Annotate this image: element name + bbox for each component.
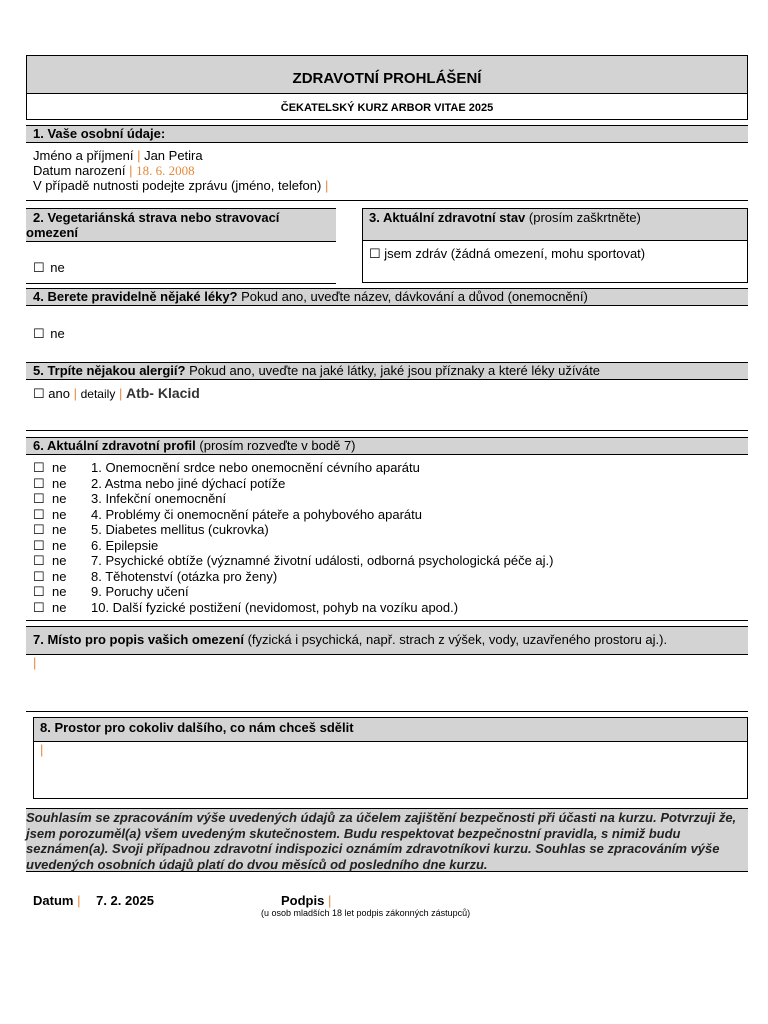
health-profile-label: 4. Problémy či onemocnění páteře a pohybového aparátu: [91, 506, 422, 522]
section-3-checkbox[interactable]: ☐: [369, 246, 381, 261]
health-profile-label: 7. Psychické obtíže (významné životní události, odborná psychologická péče aj.): [91, 553, 554, 568]
emergency-row: [33, 178, 328, 193]
section-4-checkbox[interactable]: ☐: [33, 326, 45, 341]
page-subtitle: ČEKATELSKÝ KURZ ARBOR VITAE 2025: [280, 102, 494, 114]
consent-box: [26, 808, 748, 872]
section-4-heading: 4. Berete pravidelně nějaké léky?: [33, 289, 238, 304]
subtitle-box: [26, 93, 748, 120]
emergency-field[interactable]: |: [324, 178, 329, 193]
health-profile-row: [33, 476, 733, 492]
section-8-box: [33, 717, 748, 799]
section-5-answer: [33, 385, 200, 402]
health-profile-list: [33, 460, 733, 615]
section-3-value: jsem zdráv (žádná omezení, mohu sportovat): [384, 246, 646, 261]
section-7-text-area[interactable]: |: [33, 655, 37, 670]
health-profile-answer: ne: [52, 553, 67, 568]
health-profile-answer: ne: [52, 475, 67, 491]
health-profile-answer: ne: [52, 460, 67, 475]
health-profile-row: [33, 538, 733, 554]
section-5-details-field[interactable]: Atb- Klacid: [125, 385, 200, 401]
health-profile-answer: ne: [52, 584, 67, 599]
health-profile-checkbox[interactable]: ☐: [33, 568, 45, 584]
section-8-header: [34, 718, 747, 742]
health-profile-row: [33, 460, 733, 476]
section-6-bottom-line: [26, 620, 748, 621]
section-8-text-area[interactable]: |: [40, 742, 44, 757]
section-5-bottom-line: [26, 430, 748, 431]
section-3-heading-note: (prosím zaškrtněte): [528, 210, 641, 225]
section-3-header: [363, 209, 747, 241]
section-5-checkbox[interactable]: ☐: [33, 386, 45, 401]
health-profile-label: 9. Poruchy učení: [91, 584, 189, 599]
health-profile-label: 2. Astma nebo jiné dýchací potíže: [91, 475, 286, 491]
name-separator: |: [137, 148, 141, 163]
health-profile-checkbox[interactable]: ☐: [33, 599, 45, 615]
health-profile-checkbox[interactable]: ☐: [33, 584, 45, 599]
health-profile-checkbox[interactable]: ☐: [33, 460, 45, 475]
birth-field[interactable]: 18. 6. 2008: [136, 163, 195, 178]
health-profile-label: 1. Onemocnění srdce nebo onemocnění cévního aparátu: [91, 460, 420, 475]
section-6-title: [33, 438, 356, 453]
section-2-header: [26, 208, 336, 242]
health-profile-label: 6. Epilepsie: [91, 537, 159, 553]
health-profile-answer: ne: [52, 599, 67, 615]
section-8-heading: 8. Prostor pro cokoliv dalšího, co nám chceš sdělit: [40, 720, 354, 735]
health-profile-label: 3. Infekční onemocnění: [91, 491, 227, 506]
section-2-heading: 2. Vegetariánská strava nebo stravovací omezení: [26, 210, 280, 240]
section-1-divider: [26, 200, 748, 201]
section-5-separator-2: |: [118, 386, 123, 401]
health-profile-checkbox[interactable]: ☐: [33, 537, 45, 553]
section-4-header: [26, 288, 748, 306]
section-3-box: [362, 208, 748, 283]
date-field[interactable]: 7. 2. 2025: [96, 893, 154, 908]
section-5-title: [33, 363, 600, 378]
health-profile-row: [33, 569, 733, 585]
emergency-label: V případě nutnosti podejte zprávu (jméno, telefon): [33, 178, 322, 193]
section-6-header: [26, 437, 748, 455]
page-title: ZDRAVOTNÍ PROHLÁŠENÍ: [292, 70, 482, 87]
health-profile-answer: ne: [52, 537, 67, 553]
name-field[interactable]: Jan Petira: [144, 148, 203, 163]
health-profile-label: 8. Těhotenství (otázka pro ženy): [91, 568, 278, 584]
birth-row: [33, 163, 195, 179]
section-6-heading-note: (prosím rozveďte v bodě 7): [199, 438, 356, 453]
section-5-details-label: detaily: [80, 387, 116, 401]
health-profile-checkbox[interactable]: ☐: [33, 506, 45, 522]
section-7-heading-note: (fyzická i psychická, např. strach z výšek, vody, uzavřeného prostoru aj.).: [247, 632, 668, 647]
health-profile-checkbox[interactable]: ☐: [33, 553, 45, 568]
section-7-header: [26, 626, 748, 655]
health-profile-checkbox[interactable]: ☐: [33, 491, 45, 506]
health-profile-row: [33, 507, 733, 523]
health-profile-row: [33, 600, 733, 616]
section-5-heading: 5. Trpíte nějakou alergií?: [33, 363, 186, 378]
section-5-value: ano: [48, 386, 70, 401]
signature-label: Podpis: [281, 893, 325, 908]
section-2-checkbox[interactable]: ☐: [33, 260, 45, 275]
health-profile-row: [33, 553, 733, 569]
section-5-separator-1: |: [73, 386, 77, 401]
section-2-answer[interactable]: [33, 260, 65, 276]
section-2-value: ne: [50, 260, 65, 275]
section-3-answer[interactable]: [369, 246, 645, 262]
health-profile-row: [33, 522, 733, 538]
section-4-answer[interactable]: [33, 326, 65, 342]
birth-label: Datum narození: [33, 163, 126, 178]
health-profile-row: [33, 584, 733, 600]
health-profile-checkbox[interactable]: ☐: [33, 475, 45, 491]
section-7-bottom-line: [26, 711, 748, 712]
health-profile-label: 10. Další fyzické postižení (nevidomost, pohyb na vozíku apod.): [91, 599, 459, 615]
section-5-heading-note: Pokud ano, uveďte na jaké látky, jaké jsou příznaky a které léky užíváte: [189, 363, 601, 378]
health-profile-answer: ne: [52, 522, 67, 537]
health-profile-answer: ne: [52, 568, 67, 584]
date-label: Datum: [33, 893, 74, 908]
section-5-header: [26, 362, 748, 380]
section-3-heading: 3. Aktuální zdravotní stav: [369, 210, 526, 225]
health-profile-checkbox[interactable]: ☐: [33, 522, 45, 537]
health-profile-answer: ne: [52, 491, 67, 506]
section-6-heading: 6. Aktuální zdravotní profil: [33, 438, 196, 453]
signature-field[interactable]: |: [327, 893, 332, 908]
signature-row: [281, 893, 331, 908]
health-profile-row: [33, 491, 733, 507]
date-separator: |: [77, 893, 81, 908]
section-7-title: [33, 632, 667, 647]
section-4-title: [33, 289, 588, 304]
section-3-title: [369, 210, 641, 225]
title-box: [26, 55, 748, 93]
health-profile-answer: ne: [52, 506, 67, 522]
birth-separator: |: [129, 163, 133, 178]
section-7-heading: 7. Místo pro popis vašich omezení: [33, 632, 244, 647]
health-profile-label: 5. Diabetes mellitus (cukrovka): [91, 522, 269, 537]
section-1-header: [26, 125, 748, 143]
consent-text: Souhlasím se zpracováním výše uvedených údajů za účelem zajištění bezpečnosti při účasti na kurzu. Potvrzuji že, jsem porozuměl(a) všem uvedeným skutečnostem. Budu respektovat bezpečnostní pravidla, s nimiž budu seznámen(a). Svoji případnou zdravotní indispozici oznámím zdravotníkovi kurzu. Souhlas se zpracováním výše uvedených osobních údajů platí do dvou měsíců od posledního dne kurzu.: [26, 810, 737, 872]
section-4-value: ne: [50, 326, 65, 341]
section-2-bottom-line: [26, 283, 336, 284]
name-row: [33, 148, 203, 163]
signature-note: (u osob mladších 18 let podpis zákonných zástupců): [261, 908, 471, 918]
section-1-heading: 1. Vaše osobní údaje:: [33, 126, 166, 141]
name-label: Jméno a příjmení: [33, 148, 134, 163]
section-4-heading-note: Pokud ano, uveďte název, dávkování a důvod (onemocnění): [241, 289, 588, 304]
date-row: [33, 893, 154, 908]
